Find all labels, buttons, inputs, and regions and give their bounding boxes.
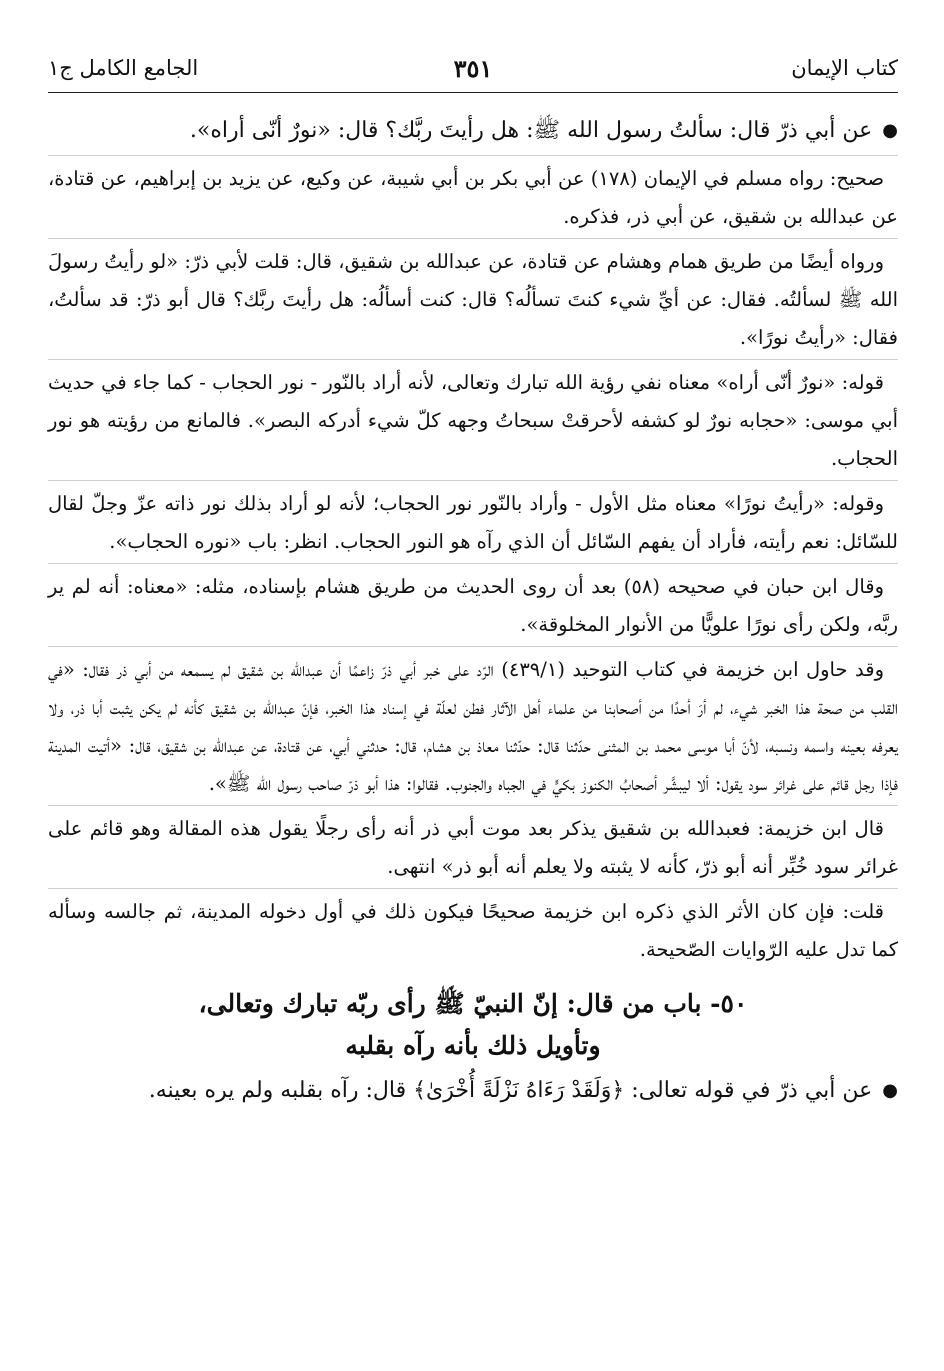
paragraph-divider bbox=[48, 238, 898, 239]
running-header bbox=[48, 52, 898, 93]
paragraph-divider bbox=[48, 155, 898, 156]
paragraph-divider bbox=[48, 888, 898, 889]
chapter-heading-line: وتأويل ذلك بأنه رآه بقلبه bbox=[345, 1031, 601, 1060]
page-body bbox=[48, 111, 898, 1113]
paragraph-divider bbox=[48, 480, 898, 481]
commentary-paragraph: وقال ابن حبان في صحيحه (٥٨) بعد أن روى الحديث من طريق هشام بإسناده، مثله: «معناه: أنه لم ير ربَّه، ولكن رأى نورًا علويًّا من الأنوار المخلوقة». bbox=[48, 575, 898, 636]
commentary-paragraph: قوله: «نورٌ أنّى أراه» معناه نفي رؤية الله تبارك وتعالى، لأنه أراد بالنّور - نور الحجاب - كما جاء في حديث أبي موسى: «حجابه نورٌ لو كشفه لأحرقتْ سبحاتُ وجهه كلّ شيء أدركه البصر». فالمانع من رؤيته هو نور الحجاب. bbox=[48, 371, 898, 470]
page-number: ٣٥١ bbox=[453, 54, 493, 83]
book-title: الجامع الكامل ج١ bbox=[48, 56, 199, 80]
commentary-paragraph: وقوله: «رأيتُ نورًا» معناه مثل الأول - وأراد بالنّور نور الحجاب؛ لأنه لو أراد بذلك نور ذاته عزّ وجلّ لقال للسّائل: نعم رأيته، فأراد أن يفهم السّائل أن الذي رآه هو النور الحجاب. انظر: باب «نوره الحجاب». bbox=[48, 492, 898, 553]
bullet-icon: ● bbox=[882, 120, 898, 141]
commentary-paragraph: قال ابن خزيمة: فعبدالله بن شقيق يذكر بعد موت أبي ذر أنه رأى رجلًا يقول هذه المقالة وهو قائم على غرائر سود خُبِّر أنه أبو ذرّ، كأنه لا يثبته ولا يعلم أنه أبو ذر» انتهى. bbox=[48, 817, 898, 878]
paragraph-divider bbox=[48, 805, 898, 806]
commentary-paragraph: قلت: فإن كان الأثر الذي ذكره ابن خزيمة صحيحًا فيكون ذلك في أول دخوله المدينة، ثم جالسه وسأله كما تدل عليه الرّوايات الصّحيحة. bbox=[48, 900, 898, 961]
hadith-text bbox=[48, 1071, 898, 1113]
book-section-title: كتاب الإيمان bbox=[791, 56, 898, 80]
hadith-body: عن أبي ذرّ قال: سألتُ رسول الله ﷺ: هل رأيتَ ربَّك؟ قال: «نورٌ أنّى أراه». bbox=[189, 118, 873, 143]
takhrij-paragraph: صحيح: رواه مسلم في الإيمان (١٧٨) عن أبي بكر بن أبي شيبة، عن وكيع، عن يزيد بن إبراهيم، عن قتادة، عن عبدالله بن شقيق، عن أبي ذر، فذكره. bbox=[48, 167, 898, 228]
hadith-body: عن أبي ذرّ في قوله تعالى: ﴿وَلَقَدْ رَءَاهُ نَزْلَةً أُخْرَىٰ﴾ قال: رآه بقلبه ولم يره بعينه. bbox=[148, 1078, 873, 1103]
commentary-paragraph: ورواه أيضًا من طريق همام وهشام عن قتادة، عن عبدالله بن شقيق، قال: قلت لأبي ذرّ: «لو رأيتُ رسولَ الله ﷺ لسألتُه. فقال: عن أيِّ شيء كنتَ تسألُه؟ قال: كنت أسألُه: هل رأيتَ ربَّك؟ قال أبو ذرّ: قد سألتُ، فقال: «رأيتُ نورًا». bbox=[48, 250, 898, 349]
chapter-heading-line: ٥٠- باب من قال: إنّ النبيّ ﷺ رأى ربّه تبارك وتعالى، bbox=[198, 989, 748, 1018]
bullet-icon: ● bbox=[882, 1080, 898, 1101]
paragraph-divider bbox=[48, 563, 898, 564]
book-page bbox=[48, 52, 898, 1115]
chapter-heading bbox=[48, 983, 898, 1067]
paragraph-divider bbox=[48, 359, 898, 360]
hadith-text bbox=[48, 111, 898, 153]
commentary-paragraph: وقد حاول ابن خزيمة في كتاب التوحيد (٤٣٩/١) الرّد على خبر أبي ذرّ زاعمًا أن عبدالله بن شقيق لم يسمعه من أبي ذر فقال: «في القلب من صحة هذا الخبر شيء، لم أرَ أحدًا من أصحابنا من علماء أهل الآثار فطن لعلّة في إسناد هذا الخبر، فإنّ عبدالله بن شقيق كأنه لم يكن يثبت أبا ذر، ولا يعرفه بعينه واسمه ونسبه، لأنّ أبا موسى محمد بن المثنى حدّثنا قال: حدّثنا معاذ بن هشام، قال: حدثني أبي، عن قتادة، عن عبدالله بن شقيق، قال: «أتيت المدينة فإذا رجل قائم على غرائر سود يقول: ألا ليبشَّر أصحابُ الكنوز بكيٍّ في الجباه والجنوب. فقالوا: هذا أبو ذرّ صاحب رسول الله ﷺ». bbox=[48, 658, 898, 795]
paragraph-divider bbox=[48, 646, 898, 647]
